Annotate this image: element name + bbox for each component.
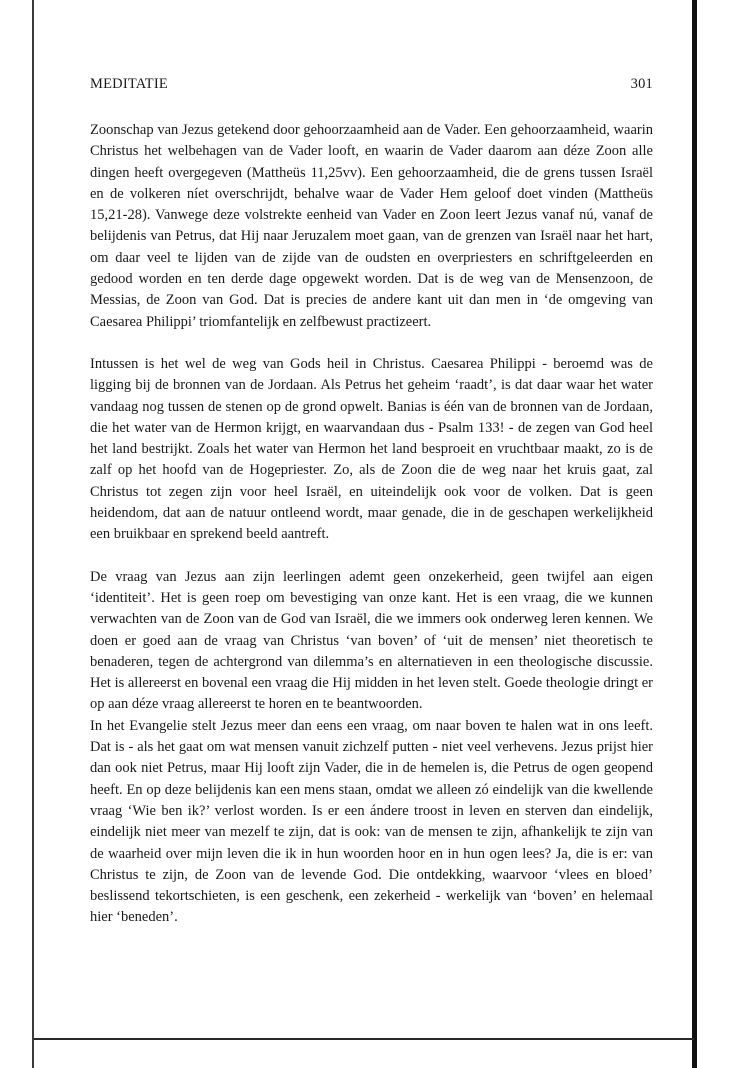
section-title: MEDITATIE [90,76,168,92]
page-number: 301 [630,76,653,92]
scan-border-left [32,0,34,1068]
paragraph-4: In het Evangelie stelt Jezus meer dan eens een vraag, om naar boven te halen wat in ons leeft. Dat is - als het gaat om wat mensen vanuit zichzelf putten - niet veel verhevens. Jezus prijst hier dan ook niet Petrus, maar Hij looft zijn Vader, die in de hemelen is, die Petrus de ogen geopend heeft. En op deze belijdenis kan een mens staan, omdat we alleen zó eindelijk van die kwellende vraag ‘Wie ben ik?’ verlost worden. Is er een ándere troost in leven en sterven dan eindelijk, eindelijk niet meer van mezelf te zijn, dat is ook: van de mensen te zijn, afhankelijk te zijn van de waarheid over mijn leven die ik in hun woorden hoor en in hun ogen lees? Ja, die is er: van Christus te zijn, de Zoon van de levende God. Die ontdekking, waarvoor ‘vlees en bloed’ beslissend tekortschieten, is een geschenk, een zekerheid - werkelijk van ‘boven’ en helemaal hier ‘beneden’. [90,717,653,926]
scan-border-right [692,0,697,1068]
paragraph-1: Zoonschap van Jezus getekend door gehoorzaamheid aan de Vader. Een gehoorzaamheid, waarin Christus het welbehagen van de Vader looft, en waarin de Vader daarom aan déze Zoon alle dingen heeft overgegeven (Mattheüs 11,25vv). Een gehoorzaamheid, die de grens tussen Israël en de volkeren níet overschrijdt, behalve waar de Vader Hem geloof doet vinden (Mattheüs 15,21-28). Vanwege deze volstrekte eenheid van Vader en Zoon leert Jezus vanaf nú, vanaf de belijdenis van Petrus, dat Hij naar Jeruzalem moet gaan, van de grenzen van Israël naar het hart, om daar veel te lijden van de zijde van de oudsten en overpriesters en schriftgeleerden en gedood worden en ten derde dage opgewekt worden. Dat is de weg van de Mensenzoon, de Messias, de Zoon van God. Dat is precies de andere kant uit dan men in ‘de omgeving van Caesarea Philippi’ triomfantelijk en zelfbewust practizeert. [90,122,653,330]
body-text [90,120,653,929]
paragraph-3: De vraag van Jezus aan zijn leerlingen ademt geen onzekerheid, geen twijfel aan eigen ‘identiteit’. Het is geen roep om bevestiging van onze kant. Het is een vraag, die we kunnen verwachten van de Zoon van de God van Israël, die we immers ook onderweg leren kennen. We doen er goed aan de vraag van Christus ‘van boven’ of ‘uit de mensen’ niet theoretisch te benaderen, tegen de achtergrond van dilemma’s en alternatieven in een theologische discussie. Het is allereerst en bovenal een vraag die Hij midden in het leven stelt. Goede theologie dringt er op aan déze vraag allereerst te horen en te beantwoorden. [90,568,653,713]
paragraph-2: Intussen is het wel de weg van Gods heil in Christus. Caesarea Philippi - beroemd was de ligging bij de bronnen van de Jordaan. Als Petrus het geheim ‘raadt’, is dat daar waar het water vandaag nog tussen de stenen op de grond opwelt. Banias is één van de bronnen van de Jordaan, die het water van de Hermon krijgt, en waarvandaan dus - Psalm 133! - de zegen van God heel het land bestrijkt. Zoals het water van Hermon het land besproeit en vruchtbaar maakt, zo is de zalf op het hoofd van de Hogepriester. Zo, als de Zoon die de weg naar het kruis gaat, zal Christus tot zegen zijn voor heel Israël, en uiteindelijk ook voor de volken. Dat is geen heidendom, dat aan de natuur ontleend wordt, maar genade, die in de geschapen werkelijkheid een bruikbaar en sprekend beeld aantreft. [90,355,653,543]
running-head [90,76,653,93]
scan-border-bottom [34,1038,694,1040]
